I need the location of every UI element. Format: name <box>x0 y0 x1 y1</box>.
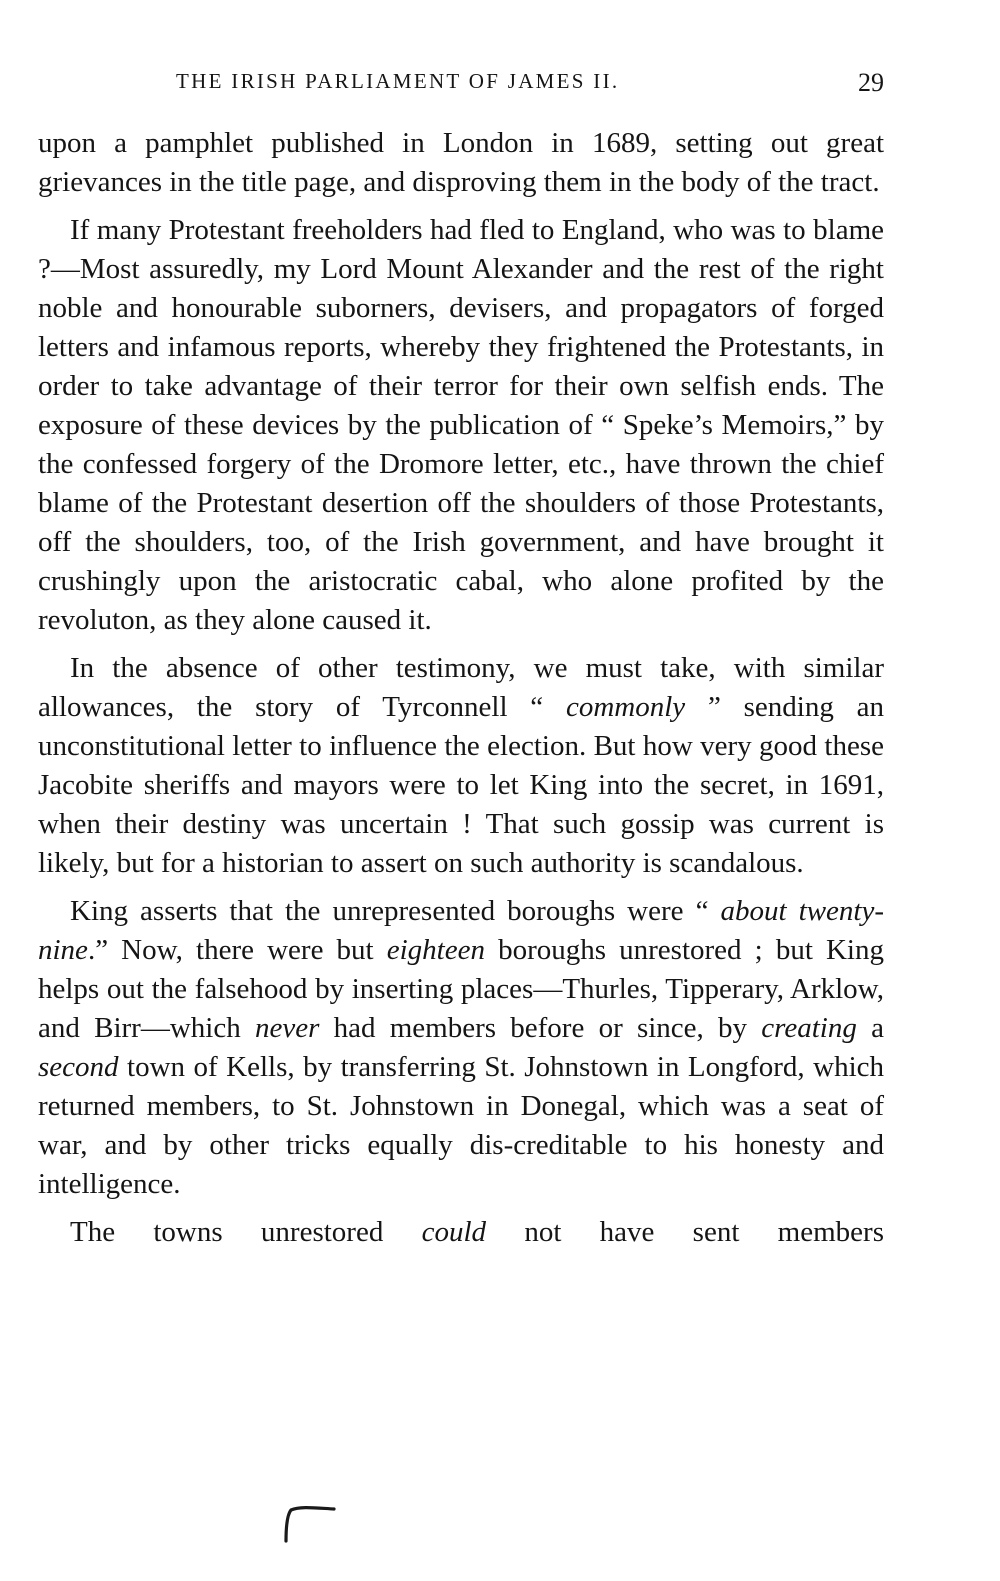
paragraph-unrepresented-boroughs <box>38 892 884 1204</box>
page-number: 29 <box>858 68 884 97</box>
italic-text: creating <box>761 1012 857 1044</box>
page-header <box>38 66 884 100</box>
paragraph-continuation <box>38 124 884 202</box>
text-run: In the absence of other testimony, we must take, with similar allowances, the story of Tyrconnell “ <box>38 652 884 723</box>
paragraph-protestant-freeholders <box>38 211 884 640</box>
italic-text: could <box>421 1216 487 1248</box>
text-run: had members before or since, by <box>319 1012 762 1044</box>
italic-text: second <box>38 1051 119 1083</box>
italic-text: about twenty-nine <box>38 895 885 966</box>
text-run: upon a pamphlet published in London in 1689, setting out great grievances in the title page, and disproving them in the body of the tract. <box>38 127 884 198</box>
text-run: town of Kells, by transferring St. Johnstown in Longford, which returned members, to St. Johnstown in Donegal, which was a seat of war, and by other tricks equally dis-creditable to his honesty and intelligence. <box>38 1051 884 1200</box>
text-run: ” sending an unconstitutional letter to influence the election. But how very good these Jacobite sheriffs and mayors were to let King into the secret, in 1691, when their destiny was uncertain ! That such gossip was current is likely, but for a historian to assert on such authority is scandalous. <box>38 691 884 879</box>
body-text <box>38 124 884 1261</box>
running-title: THE IRISH PARLIAMENT OF JAMES II. <box>176 69 620 93</box>
text-run: .” Now, there were but <box>87 934 387 966</box>
paragraph-tyrconnell-letter <box>38 649 884 883</box>
text-run: The towns unrestored <box>70 1216 422 1248</box>
catchword-mark <box>282 1503 338 1543</box>
text-run: a <box>856 1012 884 1044</box>
italic-text: commonly <box>565 691 686 723</box>
text-run: If many Protestant freeholders had fled to England, who was to blame ?—Most assuredly, my Lord Mount Alexander and the rest of the right noble and honourable suborners, devisers, and propagators of forged letters and infamous reports, whereby they frightened the Protestants, in order to take advantage of their terror for their own selfish ends. The exposure of these devices by the publication of “ Speke’s Memoirs,” by the confessed forgery of the Dromore letter, etc., have thrown the chief blame of the Protestant desertion off the shoulders of those Protestants, off the shoulders, too, of the Irish government, and have brought it crushingly upon the aristocratic cabal, who alone profited by the revoluton, as they alone caused it. <box>38 214 884 636</box>
text-run: King asserts that the unrepresented boroughs were “ <box>70 895 721 927</box>
text-run: boroughs unrestored ; but King helps out the falsehood by inserting places—Thurles, Tipperary, Arklow, and Birr—which <box>38 934 884 1044</box>
text-run: not have sent members <box>486 1216 884 1248</box>
italic-text: eighteen <box>386 934 485 966</box>
paragraph-towns-unrestored <box>38 1213 884 1252</box>
italic-text: never <box>254 1012 320 1044</box>
